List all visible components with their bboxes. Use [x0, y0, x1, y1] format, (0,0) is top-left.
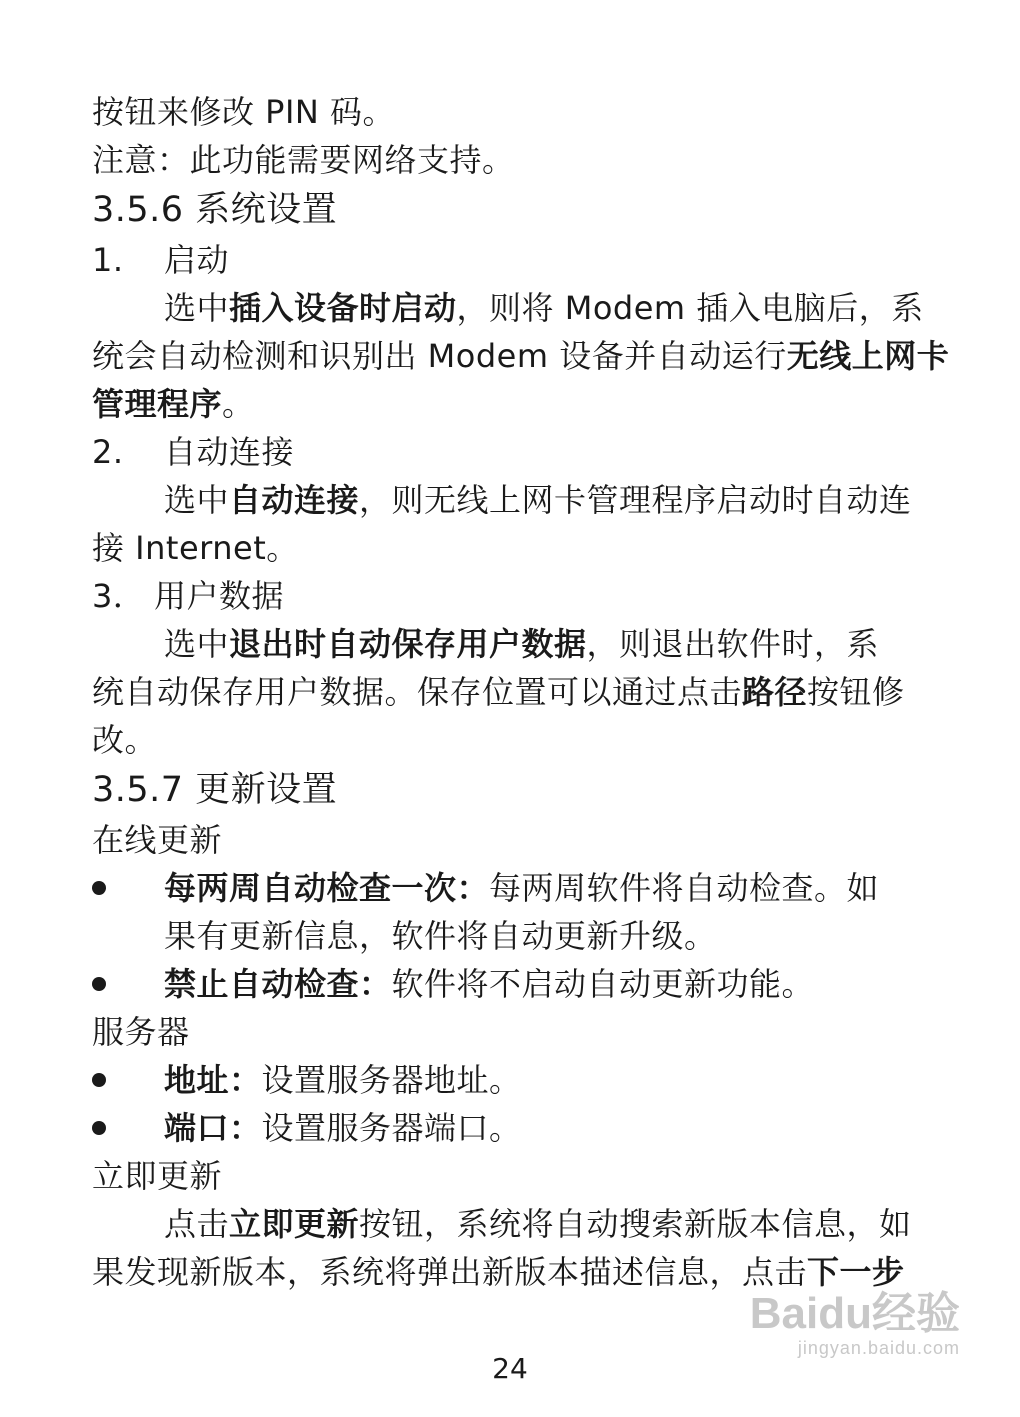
- subsection-title: [92, 572, 932, 620]
- section-heading: 3.5.7 更新设置: [92, 770, 338, 810]
- bullet-item: 禁止自动检查：软件将不启动自动更新功能。: [92, 960, 932, 1008]
- bullet-item: 端口：设置服务器端口。: [92, 1104, 932, 1152]
- item-number: 2.: [92, 433, 124, 471]
- document-page: [92, 88, 950, 1296]
- watermark-url: jingyan.baidu.com: [797, 1338, 960, 1358]
- bullet-item: 每两周自动检查一次：每两周软件将自动检查。如: [92, 864, 932, 912]
- button-name: 立即更新: [229, 1205, 360, 1243]
- watermark-logo: Baidu经验: [749, 1289, 960, 1338]
- note-line: 注意：此功能需要网络支持。: [92, 141, 515, 179]
- option-name: 自动连接: [229, 481, 360, 519]
- page-number: 24: [492, 1352, 528, 1385]
- bullet-icon: [92, 977, 106, 991]
- bullet-icon: [92, 881, 106, 895]
- baidu-watermark: [750, 1290, 960, 1359]
- bullet-continuation: 果有更新信息，软件将自动更新升级。: [164, 917, 717, 955]
- item-number: 3．: [92, 577, 146, 615]
- program-name: 无线上网卡: [786, 337, 950, 375]
- option-name: 插入设备时启动: [229, 289, 457, 327]
- paragraph-line: 选中退出时自动保存用户数据，则退出软件时，系: [164, 625, 880, 663]
- bullet-icon: [92, 1121, 106, 1135]
- button-name: 下一步: [807, 1253, 905, 1291]
- section-heading: 3.5.6 系统设置: [92, 190, 338, 230]
- bullet-icon: [92, 1073, 106, 1087]
- item-title: 自动连接: [164, 433, 295, 471]
- sub-heading: 在线更新: [92, 821, 223, 859]
- option-name: 退出时自动保存用户数据: [229, 625, 587, 663]
- item-title: 用户数据: [154, 577, 285, 615]
- paragraph-line: 选中插入设备时启动，则将 Modem 插入电脑后，系: [164, 289, 924, 327]
- item-number: 1.: [92, 241, 124, 279]
- paragraph-line: 改。: [92, 721, 158, 759]
- paragraph-line: 统自动保存用户数据。保存位置可以通过点击路径按钮修: [92, 673, 905, 711]
- paragraph-line: 统会自动检测和识别出 Modem 设备并自动运行无线上网卡: [92, 337, 950, 375]
- text-line: 按钮来修改 PIN 码。: [92, 93, 396, 131]
- paragraph-line: 接 Internet。: [92, 529, 299, 567]
- bullet-item: 地址：设置服务器地址。: [92, 1056, 932, 1104]
- sub-heading: 服务器: [92, 1013, 190, 1051]
- program-name: 管理程序: [92, 385, 223, 423]
- subsection-title: [92, 428, 932, 476]
- subsection-title: [92, 236, 932, 284]
- paragraph-line: 果发现新版本，系统将弹出新版本描述信息，点击下一步: [92, 1253, 905, 1291]
- button-name: 路径: [742, 673, 808, 711]
- sub-heading: 立即更新: [92, 1157, 223, 1195]
- paragraph-line: 管理程序。: [92, 385, 255, 423]
- item-title: 启动: [164, 241, 230, 279]
- paragraph-line: 点击立即更新按钮，系统将自动搜索新版本信息，如: [164, 1205, 912, 1243]
- paragraph-line: 选中自动连接，则无线上网卡管理程序启动时自动连: [164, 481, 912, 519]
